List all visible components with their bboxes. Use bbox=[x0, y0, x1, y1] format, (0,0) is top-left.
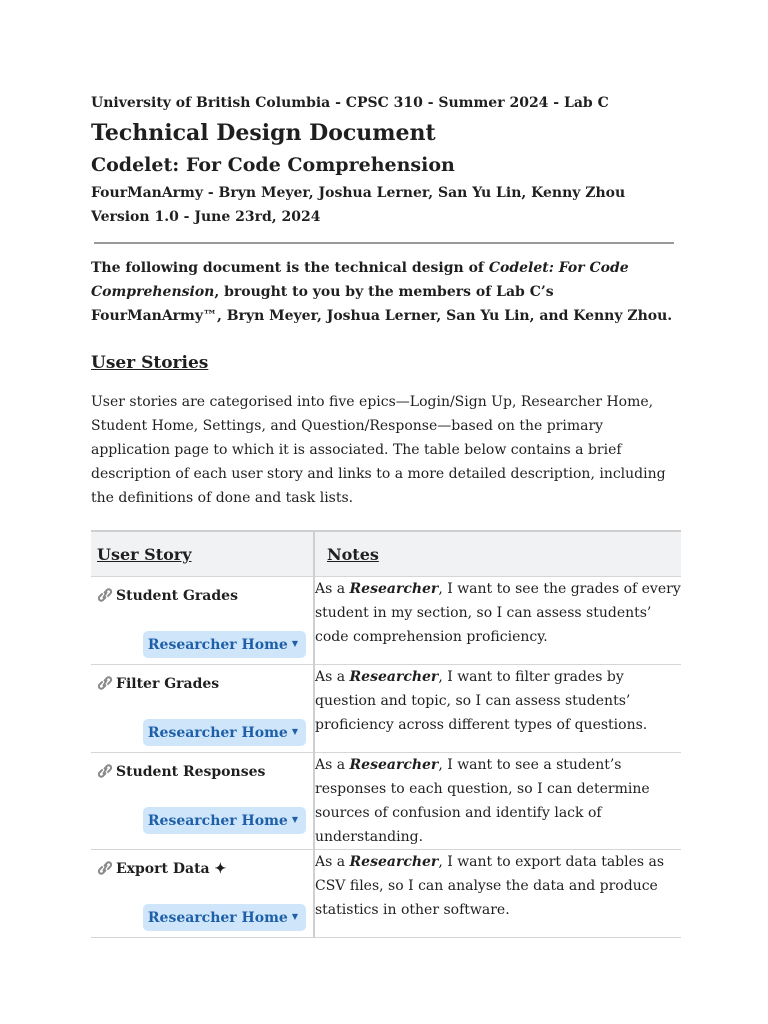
intro-after: , brought to you by the members of Lab C’s FourManArmy™, Bryn Meyer, Joshua Lerner, San Yu Lin, and Kenny Zhou. bbox=[91, 284, 673, 324]
caret-down-icon: ▼ bbox=[291, 726, 298, 736]
notes-text: , I want to export data tables as CSV files, so I can analyse the data and produce statistics in other software. bbox=[315, 854, 665, 918]
notes-text: , I want to see the grades of every student in my section, so I can assess students’ code comprehension proficiency. bbox=[315, 581, 681, 645]
caret-down-icon: ▼ bbox=[291, 638, 298, 648]
user-stories-heading: User Stories bbox=[91, 353, 209, 373]
user-stories-table bbox=[91, 530, 681, 938]
notes-role: Researcher bbox=[349, 854, 439, 870]
epic-tag-dropdown[interactable] bbox=[143, 719, 306, 746]
notes-prefix: As a bbox=[315, 669, 350, 685]
intro-before: The following document is the technical design of bbox=[91, 260, 489, 276]
notes-prefix: As a bbox=[315, 581, 350, 597]
epic-tag-dropdown[interactable] bbox=[143, 631, 306, 658]
notes-role: Researcher bbox=[349, 581, 439, 597]
story-cell bbox=[91, 577, 314, 665]
column-header-notes: Notes bbox=[314, 531, 681, 577]
link-icon bbox=[96, 676, 114, 690]
story-cell bbox=[91, 665, 314, 753]
caret-down-icon: ▼ bbox=[291, 911, 298, 921]
document-content bbox=[91, 92, 681, 938]
story-title: Student Responses bbox=[116, 764, 266, 780]
notes-cell bbox=[314, 577, 681, 665]
epic-tag-label: Researcher Home bbox=[147, 725, 288, 741]
document-subtitle: Codelet: For Code Comprehension bbox=[91, 154, 455, 176]
link-icon bbox=[96, 764, 114, 778]
table-row bbox=[91, 753, 681, 850]
authors-line: FourManArmy - Bryn Meyer, Joshua Lerner, San Yu Lin, Kenny Zhou bbox=[91, 185, 626, 201]
notes-role: Researcher bbox=[349, 669, 439, 685]
document-title: Technical Design Document bbox=[91, 120, 436, 146]
column-header-user-story: User Story bbox=[91, 531, 314, 577]
table-body bbox=[91, 577, 681, 938]
table-row bbox=[91, 665, 681, 753]
story-title: Export Data ✦ bbox=[116, 861, 227, 877]
course-line: University of British Columbia - CPSC 310 - Summer 2024 - Lab C bbox=[91, 95, 609, 111]
notes-cell bbox=[314, 753, 681, 850]
link-icon bbox=[96, 861, 114, 875]
horizontal-divider bbox=[94, 242, 674, 244]
notes-text: , I want to filter grades by question and topic, so I can assess students’ proficiency across different types of questions. bbox=[315, 669, 648, 733]
story-link[interactable] bbox=[96, 674, 219, 694]
story-title: Filter Grades bbox=[116, 676, 220, 692]
story-cell bbox=[91, 753, 314, 850]
caret-down-icon: ▼ bbox=[291, 814, 298, 824]
notes-role: Researcher bbox=[349, 757, 439, 773]
intro-product-name: Codelet: For Code Comprehension bbox=[91, 260, 629, 300]
table-row bbox=[91, 577, 681, 665]
story-link[interactable] bbox=[96, 859, 226, 879]
notes-prefix: As a bbox=[315, 854, 350, 870]
story-cell bbox=[91, 850, 314, 938]
story-link[interactable] bbox=[96, 762, 265, 782]
user-stories-description: User stories are categorised into five epics—Login/Sign Up, Researcher Home, Student Home, Settings, and Question/Response—based on the primary application page to which it is associated. The table below contains a brief description of each user story and links to a more detailed description, including the definitions of done and task lists. bbox=[91, 394, 666, 506]
epic-tag-label: Researcher Home bbox=[147, 813, 288, 829]
version-line: Version 1.0 - June 23rd, 2024 bbox=[91, 209, 321, 225]
table-header-row bbox=[91, 531, 681, 577]
story-title: Student Grades bbox=[116, 588, 238, 604]
notes-cell bbox=[314, 665, 681, 753]
notes-text: , I want to see a student’s responses to each question, so I can determine sources of confusion and identify lack of understanding. bbox=[315, 757, 650, 845]
epic-tag-label: Researcher Home bbox=[147, 637, 288, 653]
story-link[interactable] bbox=[96, 586, 238, 606]
intro-paragraph bbox=[91, 256, 681, 328]
link-icon bbox=[96, 588, 114, 602]
epic-tag-dropdown[interactable] bbox=[143, 807, 306, 834]
notes-prefix: As a bbox=[315, 757, 350, 773]
notes-cell bbox=[314, 850, 681, 938]
epic-tag-dropdown[interactable] bbox=[143, 904, 306, 931]
table-row bbox=[91, 850, 681, 938]
epic-tag-label: Researcher Home bbox=[147, 910, 288, 926]
